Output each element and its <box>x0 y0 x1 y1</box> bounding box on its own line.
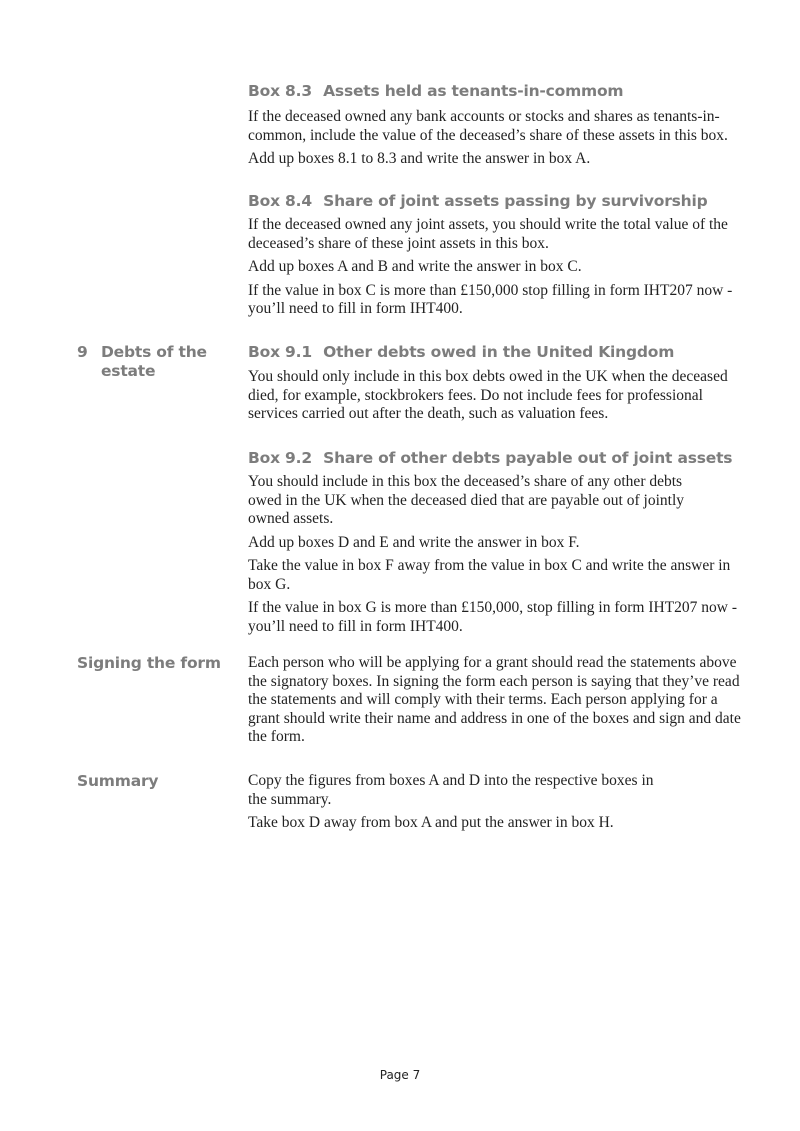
debts-label-line-2: estate <box>101 362 156 380</box>
box-9-1-section <box>248 343 748 424</box>
box-9-1-title: Other debts owed in the United Kingdom <box>323 343 675 361</box>
box-9-2-section <box>248 449 748 636</box>
box-9-2-heading <box>248 449 748 468</box>
box-9-2-paragraph-2: Add up boxes D and E and write the answer in box F. <box>248 533 580 551</box>
box-8-4-section <box>248 192 748 319</box>
box-8-3-title: Assets held as tenants-in-commom <box>323 82 624 100</box>
box-9-1-heading <box>248 343 748 362</box>
debts-section-number: 9 <box>77 343 88 361</box>
box-8-3-number: Box 8.3 <box>248 82 312 100</box>
box-9-2-title: Share of other debts payable out of joint assets <box>323 449 733 467</box>
summary-paragraph-1: Copy the figures from boxes A and D into the respective boxes in the summary. <box>248 772 654 808</box>
box-8-3-paragraph-1: If the deceased owned any bank accounts or stocks and shares as tenants-in-common, include the value of the deceased’s share of these assets in this box. <box>248 108 728 144</box>
summary-section <box>248 772 668 833</box>
debts-label-line-1: Debts of the <box>101 343 207 361</box>
signing-section-label: Signing the form <box>77 654 221 672</box>
box-8-3-section <box>248 82 748 169</box>
box-9-2-paragraph-3: Take the value in box F away from the value in box C and write the answer in box G. <box>248 557 731 593</box>
box-8-4-heading <box>248 192 748 211</box>
box-8-4-paragraph-3: If the value in box C is more than £150,000 stop filling in form IHT207 now - you’ll need to fill in form IHT400. <box>248 281 733 317</box>
debts-section-label <box>77 343 207 381</box>
box-8-4-number: Box 8.4 <box>248 192 312 210</box>
box-9-2-paragraph-4: If the value in box G is more than £150,000, stop filling in form IHT207 now - you’ll need to fill in form IHT400. <box>248 599 738 635</box>
box-9-2-paragraph-1: You should include in this box the deceased’s share of any other debts owed in the UK when the deceased died that are payable out of jointly owned assets. <box>248 473 685 527</box>
summary-paragraph-2: Take box D away from box A and put the answer in box H. <box>248 814 614 831</box>
page-number: Page 7 <box>379 1068 421 1082</box>
box-8-3-heading <box>248 82 748 101</box>
box-9-1-paragraph-1: You should only include in this box debts owed in the UK when the deceased died, for example, stockbrokers fees. Do not include fees for professional services carried out after the death, such as valuation fees. <box>248 368 728 422</box>
box-8-4-paragraph-2: Add up boxes A and B and write the answer in box C. <box>248 258 582 275</box>
signing-section <box>248 654 742 747</box>
box-8-4-title: Share of joint assets passing by survivorship <box>323 192 708 210</box>
box-9-1-number: Box 9.1 <box>248 343 312 361</box>
signing-paragraph-1: Each person who will be applying for a grant should read the statements above the signatory boxes. In signing the form each person is saying that they’ve read the statements and will comply with their terms. Each person applying for a grant should write their name and address in one of the boxes and sign and date the form. <box>248 654 741 745</box>
box-8-4-paragraph-1: If the deceased owned any joint assets, you should write the total value of the deceased’s share of these joint assets in this box. <box>248 216 728 252</box>
box-9-2-number: Box 9.2 <box>248 449 312 467</box>
box-8-3-paragraph-2: Add up boxes 8.1 to 8.3 and write the answer in box A. <box>248 150 591 167</box>
summary-section-label: Summary <box>77 772 159 790</box>
